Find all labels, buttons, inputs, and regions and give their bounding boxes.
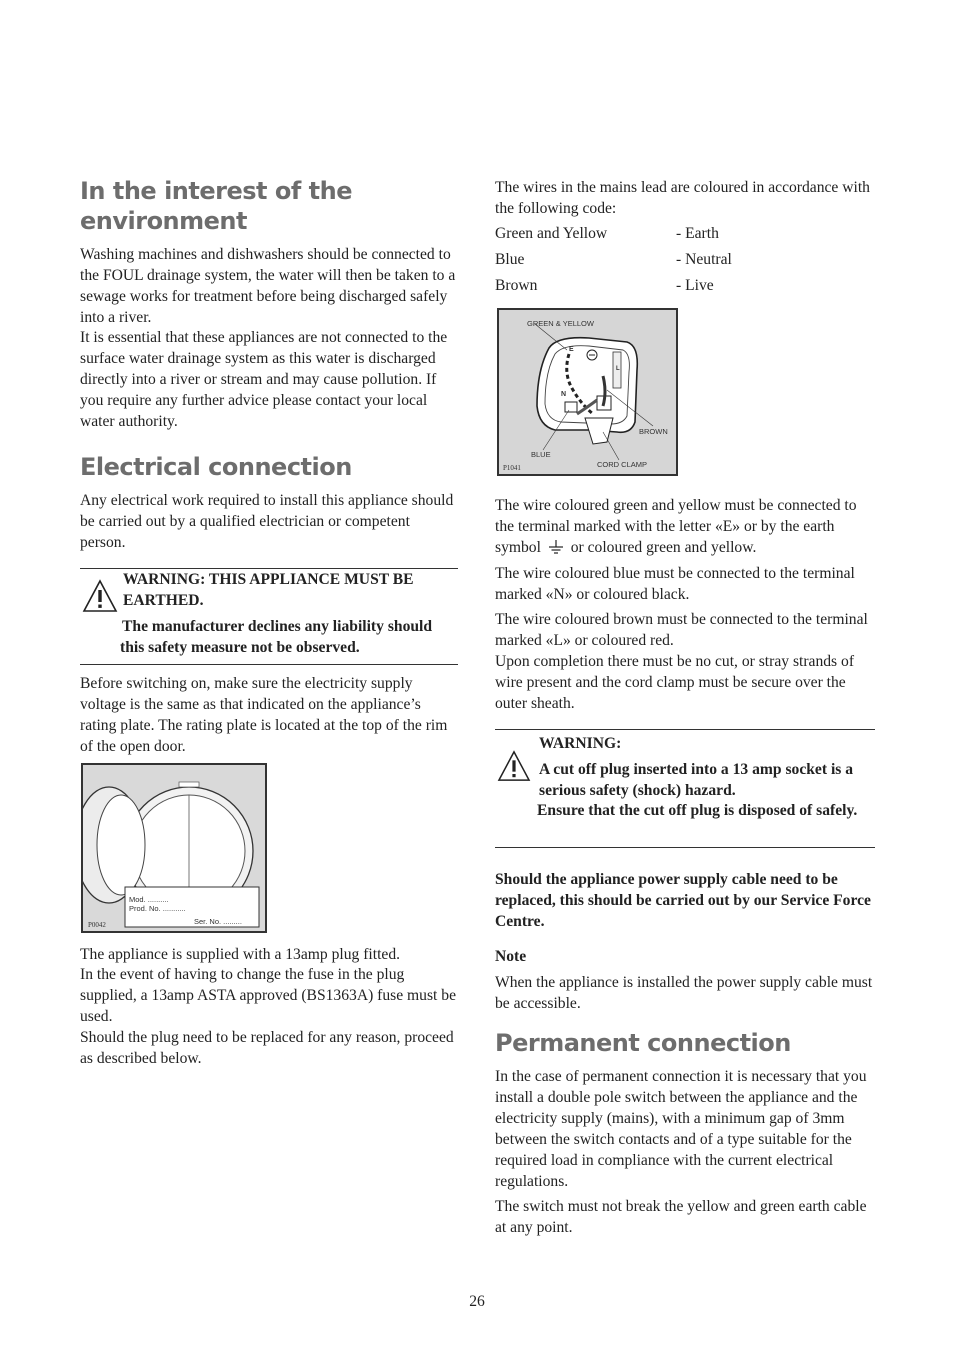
wire-code-row (495, 250, 875, 270)
wire-colour: Blue (495, 251, 525, 268)
electrical-paragraph-4: In the event of having to change the fuse in the plug supplied, a 13amp ASTA approved (BS1363A) fuse must be used. (80, 966, 456, 1025)
electrical-paragraph-5: Should the plug need to be replaced for any reason, proceed as described below. (80, 1029, 454, 1067)
permanent-paragraph-2: The switch must not break the yellow and green earth cable at any point. (495, 1198, 867, 1236)
warning-hazard-text: A cut off plug inserted into a 13 amp socket is a serious safety (shock) hazard. (539, 761, 854, 799)
completion-paragraph: Upon completion there must be no cut, or stray strands of wire present and the cord clamp must be secure over the outer sheath. (495, 653, 855, 712)
wire-colour: Green and Yellow (495, 225, 608, 242)
electrical-paragraph-2: Before switching on, make sure the electricity supply voltage is the same as that indicated on the appliance’s rating plate. The rating plate is located at the top of the rim of the open door. (80, 675, 448, 755)
earth-symbol-icon (548, 540, 564, 554)
wire-code-row (495, 276, 875, 296)
figure-code: P1041 (503, 464, 521, 472)
warning-triangle-icon (497, 750, 531, 782)
warning-triangle-icon (82, 579, 118, 613)
cut-off-plug-warning-box (495, 729, 875, 848)
rating-plate-ser: Ser. No. ......... (194, 917, 242, 926)
label-green-yellow: GREEN & YELLOW (527, 319, 594, 328)
rating-plate-figure (81, 763, 267, 933)
label-brown: BROWN (639, 427, 668, 436)
label-cord-clamp: CORD CLAMP (597, 460, 648, 469)
wire-meaning: - Earth (676, 225, 719, 242)
label-blue: BLUE (531, 450, 551, 459)
terminal-n-label: N (561, 391, 567, 398)
warning-title: WARNING: (539, 735, 622, 752)
figure-code: P0042 (88, 921, 106, 929)
blue-wire-paragraph: The wire coloured blue must be connected to the terminal marked «N» or coloured black. (495, 565, 855, 603)
wire-meaning: - Live (676, 277, 714, 294)
page-number: 26 (469, 1293, 485, 1310)
warning-dispose-text: Ensure that the cut off plug is disposed of safely. (537, 802, 858, 819)
earth-wire-paragraph: The wire coloured green and yellow must be connected to the terminal marked with the letter «E» or by the earth symbol or coloured green and yellow. (495, 497, 857, 556)
warning-liability-text: The manufacturer declines any liability should this safety measure not be observed. (120, 618, 433, 656)
plug-wiring-figure (497, 308, 678, 476)
permanent-connection-heading: Permanent connection (495, 1029, 791, 1057)
electrical-paragraph-3: The appliance is supplied with a 13amp plug fitted. (80, 946, 401, 963)
wire-colour: Brown (495, 277, 538, 294)
electrical-paragraph-1: Any electrical work required to install this appliance should be carried out by a qualified electrician or competent person. (80, 492, 454, 551)
terminal-e-label: E (569, 346, 574, 353)
note-title: Note (495, 948, 527, 965)
environment-paragraph-2: It is essential that these appliances are not connected to the surface water drainage system as this water is discharged directly into a river or stream and may cause pollution. If you require any further advice please contact your local water authority. (80, 329, 448, 430)
plug-wiring-illustration (499, 310, 676, 474)
warning-earthed-text: WARNING: THIS APPLIANCE MUST BE EARTHED. (123, 571, 414, 609)
washing-machine-door-illustration (83, 765, 265, 931)
service-force-paragraph: Should the appliance power supply cable need to be replaced, this should be carried out by our Service Force Centre. (495, 871, 871, 930)
rating-plate-prod: Prod. No. ........... (129, 904, 186, 913)
permanent-paragraph-1: In the case of permanent connection it is necessary that you install a double pole switch between the appliance and the electricity supply (mains), with a minimum gap of 3mm between the switch contacts and of a type suitable for the required load in compliance with the current electrical regulations. (495, 1068, 867, 1190)
brown-wire-paragraph: The wire coloured brown must be connected to the terminal marked «L» or coloured red. (495, 611, 868, 649)
environment-heading: In the interest of the environment (80, 177, 352, 235)
wire-meaning: - Neutral (676, 251, 732, 268)
wires-intro: The wires in the mains lead are coloured in accordance with the following code: (495, 179, 870, 217)
earthing-warning-box (80, 568, 458, 665)
wire-code-row (495, 224, 875, 244)
terminal-l-label: L (616, 366, 620, 372)
electrical-connection-heading: Electrical connection (80, 453, 352, 481)
rating-plate-mod: Mod. .......... (129, 895, 169, 904)
environment-paragraph-1: Washing machines and dishwashers should be connected to the FOUL drainage system, the water will then be taken to a sewage works for treatment before being discharged safely into a river. (80, 246, 456, 326)
note-paragraph: When the appliance is installed the power supply cable must be accessible. (495, 974, 873, 1012)
